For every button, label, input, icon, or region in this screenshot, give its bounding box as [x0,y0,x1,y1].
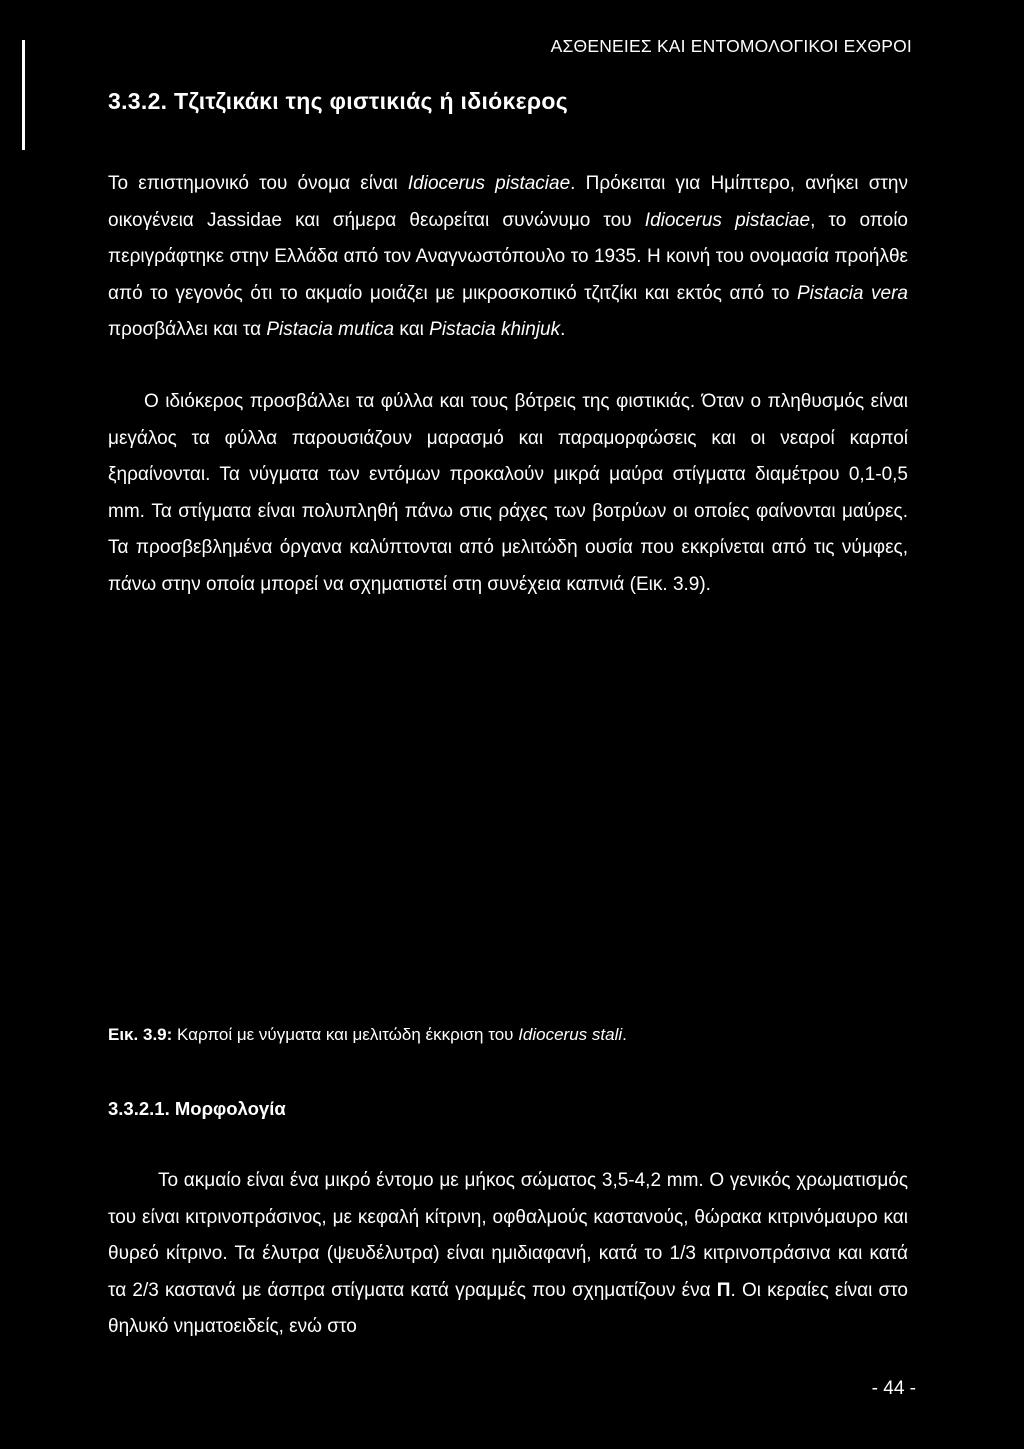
bold-letter: Π [716,1279,731,1301]
caption-end: . [622,1025,627,1044]
text-span: και [394,319,430,340]
scan-edge-line [22,40,25,150]
species-name: Pistacia khinjuk [429,319,561,340]
paragraph-damage: Ο ιδιόκερος προσβάλλει τα φύλλα και τους βότρεις της φιστικιάς. Όταν ο πληθυσμός είναι μεγάλος τα φύλλα παρουσιάζουν μαρασμό και παραμορφώσεις και οι νεαροί καρποί ξηραίνονται. Τα νύγματα των εντόμων προκαλούν μικρά μαύρα στίγματα διαμέτρου 0,1-0,5 mm. Τα στίγματα είναι πολυπληθή πάνω στις ράχες των βοτρύων οι οποίες φαίνονται μαύρες. Τα προσβεβλημένα όργανα καλύπτονται από μελιτώδη ουσία που εκκρίνεται από τις νύμφες, πάνω στην οποία μπορεί να σχηματιστεί στη συνέχεια καπνιά (Εικ. 3.9). [108,391,908,595]
section-title: 3.3.2. Τζιτζικάκι της φιστικιάς ή ιδιόκερος [108,88,568,114]
caption-text: Καρποί με νύγματα και μελιτώδη έκκριση του [172,1025,519,1044]
text-span: . Οι κεραίες είναι στο θηλυκό νηματοειδείς, ενώ στο [108,1279,908,1337]
species-name: Idiocerus pistaciae [407,173,571,194]
paragraph-morphology [108,1163,908,1346]
figure-caption [108,1025,627,1045]
species-name: Idiocerus stali [518,1025,623,1044]
species-name: Pistacia vera [796,282,908,304]
page-number: - 44 - [871,1378,916,1399]
paragraph-intro [108,166,908,349]
figure-label: Εικ. 3.9: [108,1025,173,1044]
text-span: Το επιστημονικό του όνομα είναι [108,173,408,194]
species-name: Pistacia mutica [266,319,395,340]
text-span: . Πρόκειται για Ημίπτερο, ανήκει στην οικογένεια Jassidae και σήμερα θεωρείται συνώνυμο του [108,173,908,231]
running-header: ΑΣΘΕΝΕΙΕΣ ΚΑΙ ΕΝΤΟΜΟΛΟΓΙΚΟΙ ΕΧΘΡΟΙ [550,36,912,56]
text-span: προσβάλλει και τα [108,319,267,340]
text-span: . [560,319,566,340]
subsection-title: 3.3.2.1. Μορφολογία [108,1098,286,1119]
text-span: , το οποίο περιγράφτηκε στην Ελλάδα από τον Αναγνωστόπουλο το 1935. Η κοινή του ονομασία προήλθε από το γεγονός ότι το ακμαίο μοιάζει με μικροσκοπικό τζιτζίκι και εκτός από το [108,209,908,304]
text-span: Το ακμαίο είναι ένα μικρό έντομο με μήκος σώματος 3,5-4,2 mm. Ο γενικός χρωματισμός του είναι κιτρινοπράσινος, με κεφαλή κίτρινη, οφθαλμούς καστανούς, θώρακα κιτρινόμαυρο και θυρεό κίτρινο. Τα έλυτρα (ψευδέλυτρα) είναι ημιδιαφανή, κατά το 1/3 κιτρινοπράσινα και κατά τα 2/3 καστανά με άσπρα στίγματα κατά γραμμές που σχηματίζουν ένα [108,1170,908,1301]
species-name: Idiocerus pistaciae [644,209,811,231]
